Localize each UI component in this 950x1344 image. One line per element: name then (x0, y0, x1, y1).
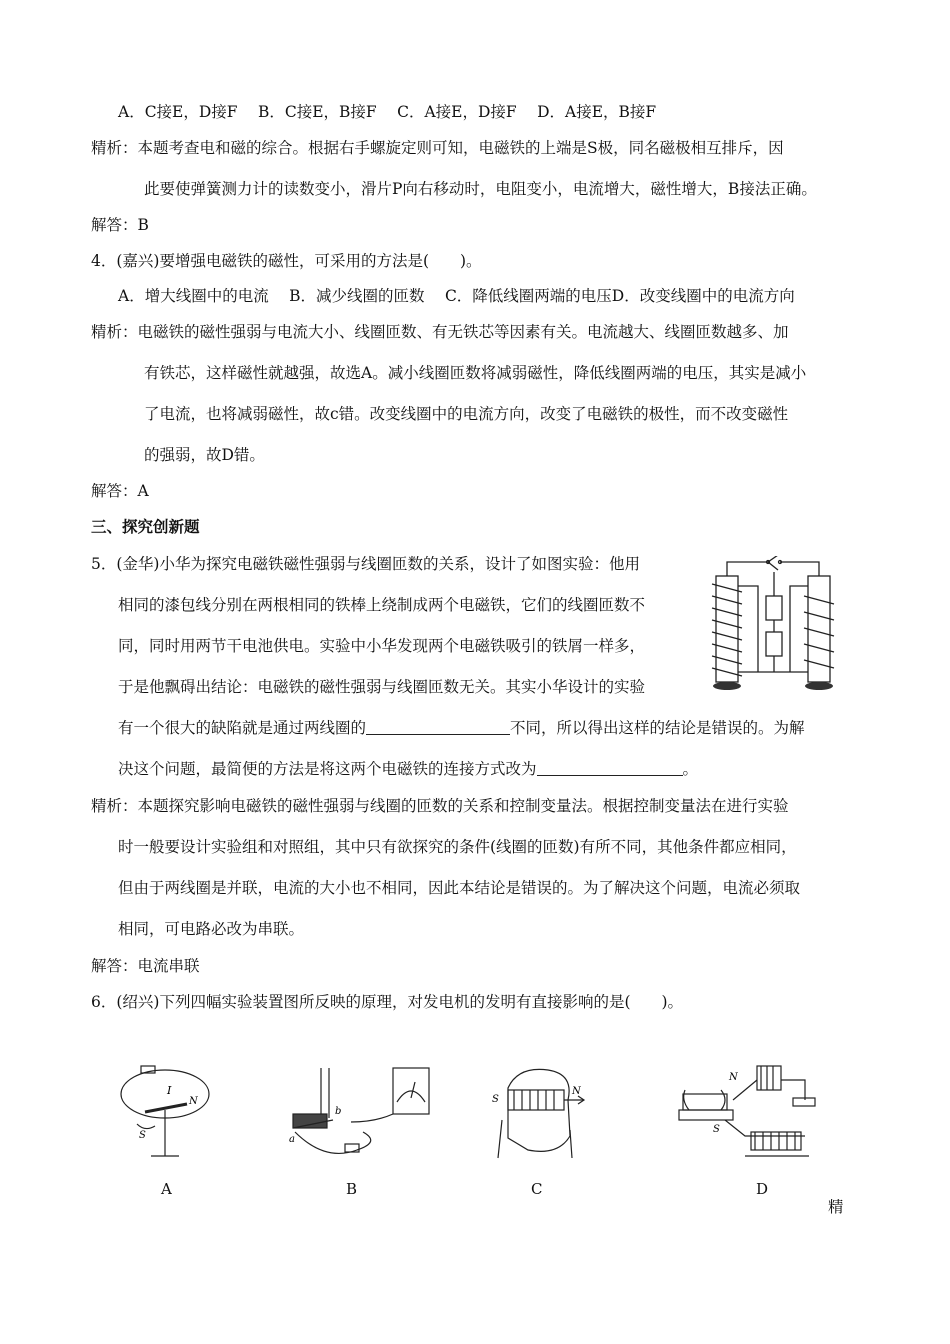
figure-a-south-label: S (139, 1130, 146, 1141)
q5-line-1: 5．(金华)小华为探究电磁铁磁性强弱与线圈匝数的关系，设计了如图实验：他用 (91, 555, 640, 573)
q3-analysis-line-2: 此要使弹簧测力计的读数变小，滑片P向右移动时，电阻变小，电流增大，磁性增大，B接法正确。 (144, 180, 817, 198)
q5-analysis-line-1: 精析：本题探究影响电磁铁的磁性强弱与线圈的匝数的关系和控制变量法。根据控制变量法在进行实验 (91, 797, 789, 815)
q5-line-5-before-blank: 有一个很大的缺陷就是通过两线圈的 (118, 719, 367, 737)
section-title: 三、探究创新题 (91, 517, 200, 536)
q4-analysis-line-4: 的强弱，故D错。 (144, 446, 265, 464)
q6-stem: 6．(绍兴)下列四幅实验装置图所反映的原理，对发电机的发明有直接影响的是( )。 (91, 993, 684, 1011)
q3-options: A．C接E，D接F B．C接E，B接F C．A接E，D接F D．A接E，B接F (118, 103, 657, 121)
q5-analysis-line-4: 相同，可电路必改为串联。 (118, 920, 305, 938)
figure-c-solenoid (488, 1060, 588, 1162)
figure-d-north-label: N (729, 1072, 738, 1083)
q5-answer: 解答：电流串联 (91, 957, 200, 975)
figure-label-c: C (531, 1180, 543, 1198)
q4-analysis-line-1: 精析：电磁铁的磁性强弱与电流大小、线圈匝数、有无铁芯等因素有关。电流越大、线圈匝数越多、加 (91, 323, 789, 341)
figure-a-north-label: N (189, 1096, 198, 1107)
q4-analysis-line-3: 了电流，也将减弱磁性，故c错。改变线圈中的电流方向，改变了电磁铁的极性，而不改变磁性 (144, 405, 789, 423)
figure-label-b: B (346, 1180, 358, 1198)
q4-answer: 解答：A (91, 482, 149, 500)
q5-blank-2[interactable] (537, 759, 683, 776)
q4-options: A．增大线圈中的电流 B．减少线圈的匝数 C．降低线圈两端的电压D．改变线圈中的电流方向 (118, 287, 795, 305)
q3-answer: 解答：B (91, 216, 149, 234)
q5-analysis-line-3: 但由于两线圈是并联，电流的大小也不相同，因此本结论是错误的。为了解决这个问题，电流必须取 (118, 879, 801, 897)
figure-b-b-label: b (335, 1106, 342, 1117)
figure-c-south-label: S (492, 1094, 499, 1105)
q4-analysis-line-2: 有铁芯，这样磁性就越强，故选A。减小线圈匝数将减弱磁性，降低线圈两端的电压，其实是减小 (144, 364, 807, 382)
figure-label-a: A (161, 1180, 172, 1198)
trailing-text: 精 (828, 1198, 844, 1216)
figure-b-a-label: a (289, 1134, 295, 1145)
electromagnet-figure (708, 556, 848, 696)
q5-line-3: 同，同时用两节干电池供电。实验中小华发现两个电磁铁吸引的铁屑一样多， (118, 637, 646, 655)
q5-line-6-after-blank: 。 (682, 760, 699, 778)
q5-analysis-line-2: 时一般要设计实验组和对照组，其中只有欲探究的条件(线圈的匝数)有所不同，其他条件都应相同， (118, 838, 797, 856)
figure-d-apparatus (675, 1060, 825, 1164)
q5-line-6-before-blank: 决这个问题，最简便的方法是将这两个电磁铁的连接方式改为 (118, 760, 537, 778)
figure-c-north-label: N (572, 1086, 581, 1097)
q5-line-5 (118, 717, 805, 739)
q3-analysis-line-1: 精析：本题考查电和磁的综合。根据右手螺旋定则可知，电磁铁的上端是S极，同名磁极相互排斥，因 (91, 139, 784, 157)
q5-line-6 (118, 758, 698, 780)
q5-line-5-after-blank: 不同，所以得出这样的结论是错误的。为解 (510, 719, 805, 737)
q5-line-4: 于是他飘碍出结论：电磁铁的磁性强弱与线圈匝数无关。其实小华设计的实验 (118, 678, 646, 696)
figure-b-induction (285, 1062, 435, 1164)
figure-a-oersted (115, 1060, 215, 1162)
q5-blank-1[interactable] (366, 718, 510, 735)
figure-label-d: D (756, 1180, 769, 1198)
q5-line-2: 相同的漆包线分别在两根相同的铁棒上绕制成两个电磁铁，它们的线圈匝数不 (118, 596, 646, 614)
q4-stem: 4．(嘉兴)要增强电磁铁的磁性，可采用的方法是( )。 (91, 252, 482, 270)
figure-a-current-label: I (167, 1084, 172, 1097)
figure-d-south-label: S (713, 1124, 720, 1135)
